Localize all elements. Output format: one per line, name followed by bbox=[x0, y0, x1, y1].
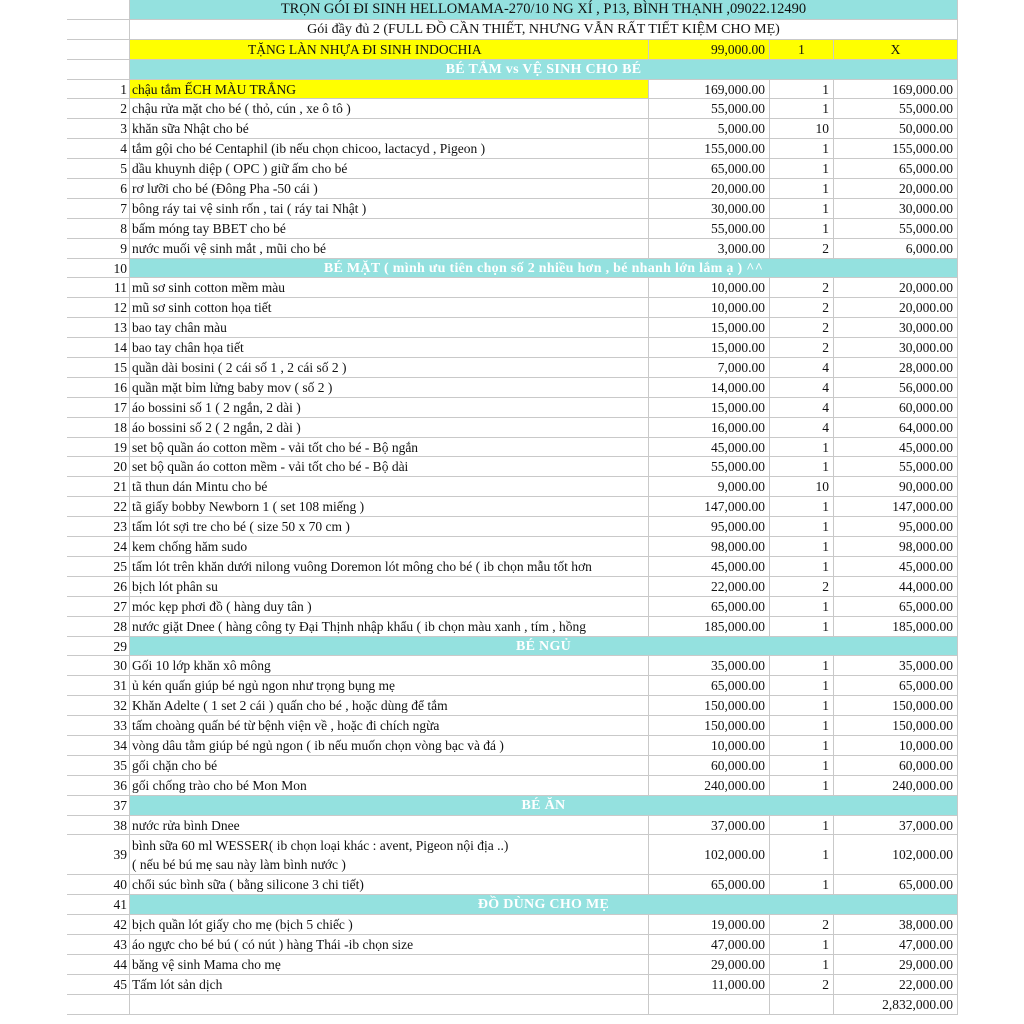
table-row bbox=[67, 736, 958, 756]
total-label-empty[interactable] bbox=[130, 995, 649, 1014]
quantity[interactable]: 2 bbox=[770, 298, 834, 317]
unit-price[interactable]: 9,000.00 bbox=[649, 477, 770, 496]
item-name[interactable]: rơ lưỡi cho bé (Đông Pha -50 cái ) bbox=[130, 179, 649, 198]
item-name[interactable]: nước giặt Dnee ( hàng công ty Đại Thịnh nhập khẩu ( ib chọn màu xanh , tím , hồng bbox=[130, 617, 649, 636]
quantity[interactable]: 2 bbox=[770, 915, 834, 934]
table-row bbox=[67, 935, 958, 955]
row-number[interactable]: 44 bbox=[67, 955, 130, 974]
table-row bbox=[67, 119, 958, 139]
item-name[interactable]: tắm gội cho bé Centaphil (ib nếu chọn chicoo, lactacyd , Pigeon ) bbox=[130, 139, 649, 158]
unit-price[interactable]: 7,000.00 bbox=[649, 358, 770, 377]
item-name[interactable]: băng vệ sinh Mama cho mẹ bbox=[130, 955, 649, 974]
quantity[interactable]: 4 bbox=[770, 358, 834, 377]
line-total[interactable]: 150,000.00 bbox=[834, 716, 958, 735]
table-row bbox=[67, 975, 958, 995]
table-row bbox=[67, 457, 958, 477]
quantity[interactable]: 1 bbox=[770, 935, 834, 954]
quantity[interactable]: 1 bbox=[770, 80, 834, 99]
line-total[interactable]: 10,000.00 bbox=[834, 736, 958, 755]
line-total[interactable]: 169,000.00 bbox=[834, 80, 958, 99]
line-total[interactable]: 60,000.00 bbox=[834, 398, 958, 417]
quantity[interactable]: 4 bbox=[770, 378, 834, 397]
row-number[interactable]: 26 bbox=[67, 577, 130, 596]
item-name[interactable]: khăn sữa Nhật cho bé bbox=[130, 119, 649, 138]
row-number[interactable]: 11 bbox=[67, 278, 130, 297]
table-row bbox=[67, 398, 958, 418]
item-name[interactable]: mũ sơ sinh cotton mềm màu bbox=[130, 278, 649, 297]
unit-price[interactable]: 11,000.00 bbox=[649, 975, 770, 994]
table-row bbox=[67, 835, 958, 875]
row-number[interactable]: 25 bbox=[67, 557, 130, 576]
row-number-empty[interactable] bbox=[67, 0, 130, 19]
row-number[interactable]: 5 bbox=[67, 159, 130, 178]
row-number[interactable]: 24 bbox=[67, 537, 130, 556]
item-name[interactable]: bông ráy tai vệ sinh rốn , tai ( ráy tai Nhật ) bbox=[130, 199, 649, 218]
unit-price[interactable]: 98,000.00 bbox=[649, 537, 770, 556]
line-total[interactable]: 30,000.00 bbox=[834, 199, 958, 218]
row-number-empty[interactable] bbox=[67, 40, 130, 59]
item-name[interactable]: Gối 10 lớp khăn xô mông bbox=[130, 656, 649, 675]
table-row bbox=[67, 159, 958, 179]
unit-price[interactable]: 14,000.00 bbox=[649, 378, 770, 397]
table-row bbox=[67, 80, 958, 100]
quantity[interactable]: 4 bbox=[770, 398, 834, 417]
row-number[interactable]: 43 bbox=[67, 935, 130, 954]
row-number[interactable]: 35 bbox=[67, 756, 130, 775]
section-title[interactable]: BÉ TẮM vs VỆ SINH CHO BÉ bbox=[130, 60, 958, 79]
line-total[interactable]: 55,000.00 bbox=[834, 457, 958, 476]
row-number[interactable]: 33 bbox=[67, 716, 130, 735]
unit-price[interactable]: 95,000.00 bbox=[649, 517, 770, 536]
item-name[interactable]: bao tay chân màu bbox=[130, 318, 649, 337]
item-name[interactable]: chậu rửa mặt cho bé ( thỏ, cún , xe ô tô ) bbox=[130, 99, 649, 118]
section-header-row bbox=[67, 796, 958, 816]
table-row bbox=[67, 577, 958, 597]
total-row bbox=[67, 995, 958, 1015]
row-number[interactable]: 21 bbox=[67, 477, 130, 496]
row-number[interactable]: 23 bbox=[67, 517, 130, 536]
unit-price[interactable]: 65,000.00 bbox=[649, 875, 770, 894]
unit-price[interactable]: 19,000.00 bbox=[649, 915, 770, 934]
unit-price[interactable]: 20,000.00 bbox=[649, 179, 770, 198]
table-row bbox=[67, 816, 958, 836]
table-row bbox=[67, 497, 958, 517]
row-number[interactable]: 22 bbox=[67, 497, 130, 516]
item-name[interactable]: set bộ quần áo cotton mềm - vải tốt cho bé - Bộ ngắn bbox=[130, 438, 649, 457]
row-number[interactable]: 37 bbox=[67, 796, 130, 815]
table-row bbox=[67, 318, 958, 338]
item-name[interactable]: bịch quần lót giấy cho mẹ (bịch 5 chiếc ) bbox=[130, 915, 649, 934]
row-number[interactable]: 19 bbox=[67, 438, 130, 457]
line-total[interactable]: 50,000.00 bbox=[834, 119, 958, 138]
section-title[interactable]: BÉ MẶT ( mình ưu tiên chọn số 2 nhiều hơn , bé nhanh lớn lắm ạ ) ^^ bbox=[130, 259, 958, 278]
unit-price[interactable]: 29,000.00 bbox=[649, 955, 770, 974]
total-price-empty[interactable] bbox=[649, 995, 770, 1014]
row-number-empty[interactable] bbox=[67, 20, 130, 39]
line-total[interactable]: 20,000.00 bbox=[834, 278, 958, 297]
quantity[interactable]: 1 bbox=[770, 816, 834, 835]
item-name[interactable]: áo bossini số 2 ( 2 ngắn, 2 dài ) bbox=[130, 418, 649, 437]
row-number[interactable]: 6 bbox=[67, 179, 130, 198]
line-total[interactable]: 65,000.00 bbox=[834, 159, 958, 178]
row-number[interactable]: 41 bbox=[67, 895, 130, 914]
unit-price[interactable]: 240,000.00 bbox=[649, 776, 770, 795]
row-number[interactable]: 45 bbox=[67, 975, 130, 994]
item-name[interactable]: áo ngực cho bé bú ( có nút ) hàng Thái -ib chọn size bbox=[130, 935, 649, 954]
line-total[interactable]: 98,000.00 bbox=[834, 537, 958, 556]
row-number[interactable]: 9 bbox=[67, 239, 130, 258]
quantity[interactable]: 1 bbox=[770, 537, 834, 556]
item-name[interactable]: áo bossini số 1 ( 2 ngắn, 2 dài ) bbox=[130, 398, 649, 417]
line-total[interactable]: 55,000.00 bbox=[834, 219, 958, 238]
table-row bbox=[67, 219, 958, 239]
quantity[interactable]: 1 bbox=[770, 656, 834, 675]
row-number[interactable]: 30 bbox=[67, 656, 130, 675]
quantity[interactable]: 2 bbox=[770, 239, 834, 258]
table-row bbox=[67, 418, 958, 438]
table-row bbox=[67, 358, 958, 378]
table-row bbox=[67, 756, 958, 776]
quantity[interactable]: 1 bbox=[770, 179, 834, 198]
line-total[interactable]: 35,000.00 bbox=[834, 656, 958, 675]
line-total[interactable]: 65,000.00 bbox=[834, 597, 958, 616]
unit-price[interactable]: 65,000.00 bbox=[649, 676, 770, 695]
gift-mark[interactable]: X bbox=[834, 40, 958, 59]
item-name[interactable]: bịch lót phân su bbox=[130, 577, 649, 596]
quantity[interactable]: 1 bbox=[770, 219, 834, 238]
row-number[interactable]: 4 bbox=[67, 139, 130, 158]
table-row bbox=[67, 477, 958, 497]
unit-price[interactable]: 16,000.00 bbox=[649, 418, 770, 437]
line-total[interactable]: 55,000.00 bbox=[834, 99, 958, 118]
row-number[interactable]: 16 bbox=[67, 378, 130, 397]
gift-qty[interactable]: 1 bbox=[770, 40, 834, 59]
row-number[interactable]: 10 bbox=[67, 259, 130, 278]
sheet-title[interactable]: TRỌN GÓI ĐI SINH HELLOMAMA-270/10 NG XÍ , P13, BÌNH THẠNH ,09022.12490 bbox=[130, 0, 958, 19]
table-row bbox=[67, 139, 958, 159]
quantity[interactable]: 2 bbox=[770, 278, 834, 297]
unit-price[interactable]: 185,000.00 bbox=[649, 617, 770, 636]
item-name[interactable]: tấm choàng quấn bé từ bệnh viện về , hoặc đi chích ngừa bbox=[130, 716, 649, 735]
item-name[interactable]: tã thun dán Mintu cho bé bbox=[130, 477, 649, 496]
row-number[interactable]: 20 bbox=[67, 457, 130, 476]
table-row bbox=[67, 537, 958, 557]
table-row bbox=[67, 199, 958, 219]
quantity[interactable]: 1 bbox=[770, 776, 834, 795]
item-name-line: bình sữa 60 ml WESSER( ib chọn loại khác : avent, Pigeon nội địa ..) bbox=[132, 838, 509, 854]
quantity[interactable]: 2 bbox=[770, 577, 834, 596]
line-total[interactable]: 65,000.00 bbox=[834, 676, 958, 695]
item-name[interactable]: tấm lót trên khăn dưới nilong vuông Doremon lót mông cho bé ( ib chọn mẫu tốt hơn bbox=[130, 557, 649, 576]
unit-price[interactable]: 10,000.00 bbox=[649, 278, 770, 297]
row-number[interactable]: 15 bbox=[67, 358, 130, 377]
line-total[interactable]: 20,000.00 bbox=[834, 298, 958, 317]
unit-price[interactable]: 60,000.00 bbox=[649, 756, 770, 775]
quantity[interactable]: 1 bbox=[770, 835, 834, 874]
row-number[interactable]: 18 bbox=[67, 418, 130, 437]
row-number[interactable]: 1 bbox=[67, 80, 130, 99]
quantity[interactable]: 10 bbox=[770, 477, 834, 496]
row-number[interactable]: 38 bbox=[67, 816, 130, 835]
row-number[interactable]: 3 bbox=[67, 119, 130, 138]
table-row bbox=[67, 298, 958, 318]
line-total[interactable]: 155,000.00 bbox=[834, 139, 958, 158]
quantity[interactable]: 2 bbox=[770, 975, 834, 994]
line-total[interactable]: 38,000.00 bbox=[834, 915, 958, 934]
line-total[interactable]: 147,000.00 bbox=[834, 497, 958, 516]
gift-price[interactable]: 99,000.00 bbox=[649, 40, 770, 59]
unit-price[interactable]: 65,000.00 bbox=[649, 159, 770, 178]
line-total[interactable]: 37,000.00 bbox=[834, 816, 958, 835]
unit-price[interactable]: 55,000.00 bbox=[649, 219, 770, 238]
table-row bbox=[67, 656, 958, 676]
line-total[interactable]: 60,000.00 bbox=[834, 756, 958, 775]
quantity[interactable]: 2 bbox=[770, 318, 834, 337]
line-total[interactable]: 65,000.00 bbox=[834, 875, 958, 894]
table-row bbox=[67, 955, 958, 975]
row-number[interactable]: 7 bbox=[67, 199, 130, 218]
unit-price[interactable]: 10,000.00 bbox=[649, 298, 770, 317]
item-name[interactable]: quần dài bosini ( 2 cái số 1 , 2 cái số 2 ) bbox=[130, 358, 649, 377]
quantity[interactable]: 1 bbox=[770, 875, 834, 894]
quantity[interactable]: 1 bbox=[770, 557, 834, 576]
table-row bbox=[67, 179, 958, 199]
item-name[interactable]: nước rửa bình Dnee bbox=[130, 816, 649, 835]
unit-price[interactable]: 102,000.00 bbox=[649, 835, 770, 874]
unit-price[interactable]: 22,000.00 bbox=[649, 577, 770, 596]
item-name[interactable]: kem chống hăm sudo bbox=[130, 537, 649, 556]
quantity[interactable]: 1 bbox=[770, 696, 834, 715]
table-row bbox=[67, 239, 958, 259]
quantity[interactable]: 1 bbox=[770, 497, 834, 516]
line-total[interactable]: 20,000.00 bbox=[834, 179, 958, 198]
line-total[interactable]: 22,000.00 bbox=[834, 975, 958, 994]
quantity[interactable]: 1 bbox=[770, 457, 834, 476]
section-header-row bbox=[67, 895, 958, 915]
line-total[interactable]: 29,000.00 bbox=[834, 955, 958, 974]
table-row bbox=[67, 676, 958, 696]
gift-label[interactable]: TẶNG LÀN NHỰA ĐI SINH INDOCHIA bbox=[130, 40, 649, 59]
quantity[interactable]: 1 bbox=[770, 617, 834, 636]
item-name[interactable]: nước muối vệ sinh mắt , mũi cho bé bbox=[130, 239, 649, 258]
row-number[interactable]: 12 bbox=[67, 298, 130, 317]
item-name[interactable]: móc kẹp phơi đồ ( hàng duy tân ) bbox=[130, 597, 649, 616]
item-name[interactable]: chậu tắm ẾCH MÀU TRẮNG bbox=[130, 80, 649, 99]
line-total[interactable]: 90,000.00 bbox=[834, 477, 958, 496]
section-header-row bbox=[67, 259, 958, 279]
table-row bbox=[67, 875, 958, 895]
table-row bbox=[67, 776, 958, 796]
table-row bbox=[67, 517, 958, 537]
item-name[interactable]: quần mặt bỉm lửng baby mov ( số 2 ) bbox=[130, 378, 649, 397]
quantity[interactable]: 1 bbox=[770, 199, 834, 218]
line-total[interactable]: 47,000.00 bbox=[834, 935, 958, 954]
unit-price[interactable]: 37,000.00 bbox=[649, 816, 770, 835]
table-row bbox=[67, 99, 958, 119]
line-total[interactable]: 28,000.00 bbox=[834, 358, 958, 377]
item-name[interactable]: mũ sơ sinh cotton họa tiết bbox=[130, 298, 649, 317]
table-row bbox=[67, 696, 958, 716]
grand-total[interactable]: 2,832,000.00 bbox=[834, 995, 958, 1014]
unit-price[interactable]: 47,000.00 bbox=[649, 935, 770, 954]
gift-row bbox=[67, 40, 958, 60]
table-row bbox=[67, 597, 958, 617]
item-name[interactable]: gối chống trào cho bé Mon Mon bbox=[130, 776, 649, 795]
item-name[interactable]: vòng dâu tằm giúp bé ngủ ngon ( ib nếu muốn chọn vòng bạc và đá ) bbox=[130, 736, 649, 755]
item-rows bbox=[67, 60, 958, 995]
quantity[interactable]: 4 bbox=[770, 418, 834, 437]
line-total[interactable]: 30,000.00 bbox=[834, 318, 958, 337]
spreadsheet bbox=[67, 0, 958, 1015]
table-row bbox=[67, 438, 958, 458]
line-total[interactable]: 6,000.00 bbox=[834, 239, 958, 258]
item-name[interactable]: bấm móng tay BBET cho bé bbox=[130, 219, 649, 238]
section-title[interactable]: ĐỒ DÙNG CHO MẸ bbox=[130, 895, 958, 914]
line-total[interactable]: 45,000.00 bbox=[834, 438, 958, 457]
table-row bbox=[67, 338, 958, 358]
title-row bbox=[67, 0, 958, 20]
row-number[interactable]: 31 bbox=[67, 676, 130, 695]
row-number[interactable]: 28 bbox=[67, 617, 130, 636]
quantity[interactable]: 1 bbox=[770, 438, 834, 457]
quantity[interactable]: 2 bbox=[770, 338, 834, 357]
total-qty-empty[interactable] bbox=[770, 995, 834, 1014]
table-row bbox=[67, 915, 958, 935]
line-total[interactable]: 150,000.00 bbox=[834, 696, 958, 715]
line-total[interactable]: 45,000.00 bbox=[834, 557, 958, 576]
quantity[interactable]: 1 bbox=[770, 139, 834, 158]
subtitle-row bbox=[67, 20, 958, 40]
section-title[interactable]: BÉ ĂN bbox=[130, 796, 958, 815]
row-number[interactable]: 32 bbox=[67, 696, 130, 715]
unit-price[interactable]: 30,000.00 bbox=[649, 199, 770, 218]
unit-price[interactable]: 155,000.00 bbox=[649, 139, 770, 158]
item-name[interactable]: Khăn Adelte ( 1 set 2 cái ) quấn cho bé , hoặc dùng để tắm bbox=[130, 696, 649, 715]
unit-price[interactable]: 45,000.00 bbox=[649, 438, 770, 457]
table-row bbox=[67, 378, 958, 398]
quantity[interactable]: 1 bbox=[770, 756, 834, 775]
unit-price[interactable]: 150,000.00 bbox=[649, 696, 770, 715]
row-number[interactable]: 17 bbox=[67, 398, 130, 417]
item-name[interactable]: ủ kén quấn giúp bé ngủ ngon như trọng bụng mẹ bbox=[130, 676, 649, 695]
table-row bbox=[67, 278, 958, 298]
line-total[interactable]: 44,000.00 bbox=[834, 577, 958, 596]
item-name[interactable]: set bộ quần áo cotton mềm - vải tốt cho bé - Bộ dài bbox=[130, 457, 649, 476]
line-total[interactable]: 64,000.00 bbox=[834, 418, 958, 437]
row-number-empty[interactable] bbox=[67, 995, 130, 1014]
section-header-row bbox=[67, 637, 958, 657]
table-row bbox=[67, 617, 958, 637]
row-number[interactable]: 36 bbox=[67, 776, 130, 795]
item-name-line: ( nếu bé bú mẹ sau này làm bình nước ) bbox=[132, 857, 346, 873]
quantity[interactable]: 1 bbox=[770, 676, 834, 695]
quantity[interactable]: 1 bbox=[770, 716, 834, 735]
unit-price[interactable]: 65,000.00 bbox=[649, 597, 770, 616]
item-name[interactable]: dầu khuynh diệp ( OPC ) giữ ấm cho bé bbox=[130, 159, 649, 178]
unit-price[interactable]: 55,000.00 bbox=[649, 457, 770, 476]
row-number[interactable]: 40 bbox=[67, 875, 130, 894]
section-header-row bbox=[67, 60, 958, 80]
quantity[interactable]: 10 bbox=[770, 119, 834, 138]
unit-price[interactable]: 15,000.00 bbox=[649, 318, 770, 337]
line-total[interactable]: 30,000.00 bbox=[834, 338, 958, 357]
unit-price[interactable]: 45,000.00 bbox=[649, 557, 770, 576]
row-number[interactable]: 29 bbox=[67, 637, 130, 656]
line-total[interactable]: 102,000.00 bbox=[834, 835, 958, 874]
unit-price[interactable]: 3,000.00 bbox=[649, 239, 770, 258]
row-number[interactable]: 13 bbox=[67, 318, 130, 337]
table-row bbox=[67, 557, 958, 577]
line-total[interactable]: 56,000.00 bbox=[834, 378, 958, 397]
quantity[interactable]: 1 bbox=[770, 736, 834, 755]
unit-price[interactable]: 150,000.00 bbox=[649, 716, 770, 735]
unit-price[interactable]: 35,000.00 bbox=[649, 656, 770, 675]
unit-price[interactable]: 5,000.00 bbox=[649, 119, 770, 138]
quantity[interactable]: 1 bbox=[770, 955, 834, 974]
quantity[interactable]: 1 bbox=[770, 159, 834, 178]
sheet-subtitle[interactable]: Gói đầy đủ 2 (FULL ĐỒ CẦN THIẾT, NHƯNG VẪN RẤT TIẾT KIỆM CHO MẸ) bbox=[130, 20, 958, 39]
row-number[interactable]: 34 bbox=[67, 736, 130, 755]
row-number[interactable]: 42 bbox=[67, 915, 130, 934]
quantity[interactable]: 1 bbox=[770, 99, 834, 118]
row-number[interactable] bbox=[67, 60, 130, 79]
unit-price[interactable]: 147,000.00 bbox=[649, 497, 770, 516]
item-name[interactable]: tấm lót sợi tre cho bé ( size 50 x 70 cm ) bbox=[130, 517, 649, 536]
row-number[interactable]: 39 bbox=[67, 835, 130, 874]
item-name[interactable]: chổi súc bình sữa ( bằng silicone 3 chi tiết) bbox=[130, 875, 649, 894]
quantity[interactable]: 1 bbox=[770, 517, 834, 536]
unit-price[interactable]: 10,000.00 bbox=[649, 736, 770, 755]
line-total[interactable]: 95,000.00 bbox=[834, 517, 958, 536]
unit-price[interactable]: 15,000.00 bbox=[649, 338, 770, 357]
row-number[interactable]: 8 bbox=[67, 219, 130, 238]
unit-price[interactable]: 55,000.00 bbox=[649, 99, 770, 118]
item-name[interactable] bbox=[130, 835, 649, 874]
row-number[interactable]: 27 bbox=[67, 597, 130, 616]
item-name[interactable]: bao tay chân họa tiết bbox=[130, 338, 649, 357]
item-name[interactable]: tã giấy bobby Newborn 1 ( set 108 miếng ) bbox=[130, 497, 649, 516]
section-title[interactable]: BÉ NGỦ bbox=[130, 637, 958, 656]
table-row bbox=[67, 716, 958, 736]
row-number[interactable]: 2 bbox=[67, 99, 130, 118]
unit-price[interactable]: 169,000.00 bbox=[649, 80, 770, 99]
quantity[interactable]: 1 bbox=[770, 597, 834, 616]
line-total[interactable]: 185,000.00 bbox=[834, 617, 958, 636]
unit-price[interactable]: 15,000.00 bbox=[649, 398, 770, 417]
line-total[interactable]: 240,000.00 bbox=[834, 776, 958, 795]
item-name[interactable]: gối chặn cho bé bbox=[130, 756, 649, 775]
item-name[interactable]: Tấm lót sản dịch bbox=[130, 975, 649, 994]
row-number[interactable]: 14 bbox=[67, 338, 130, 357]
